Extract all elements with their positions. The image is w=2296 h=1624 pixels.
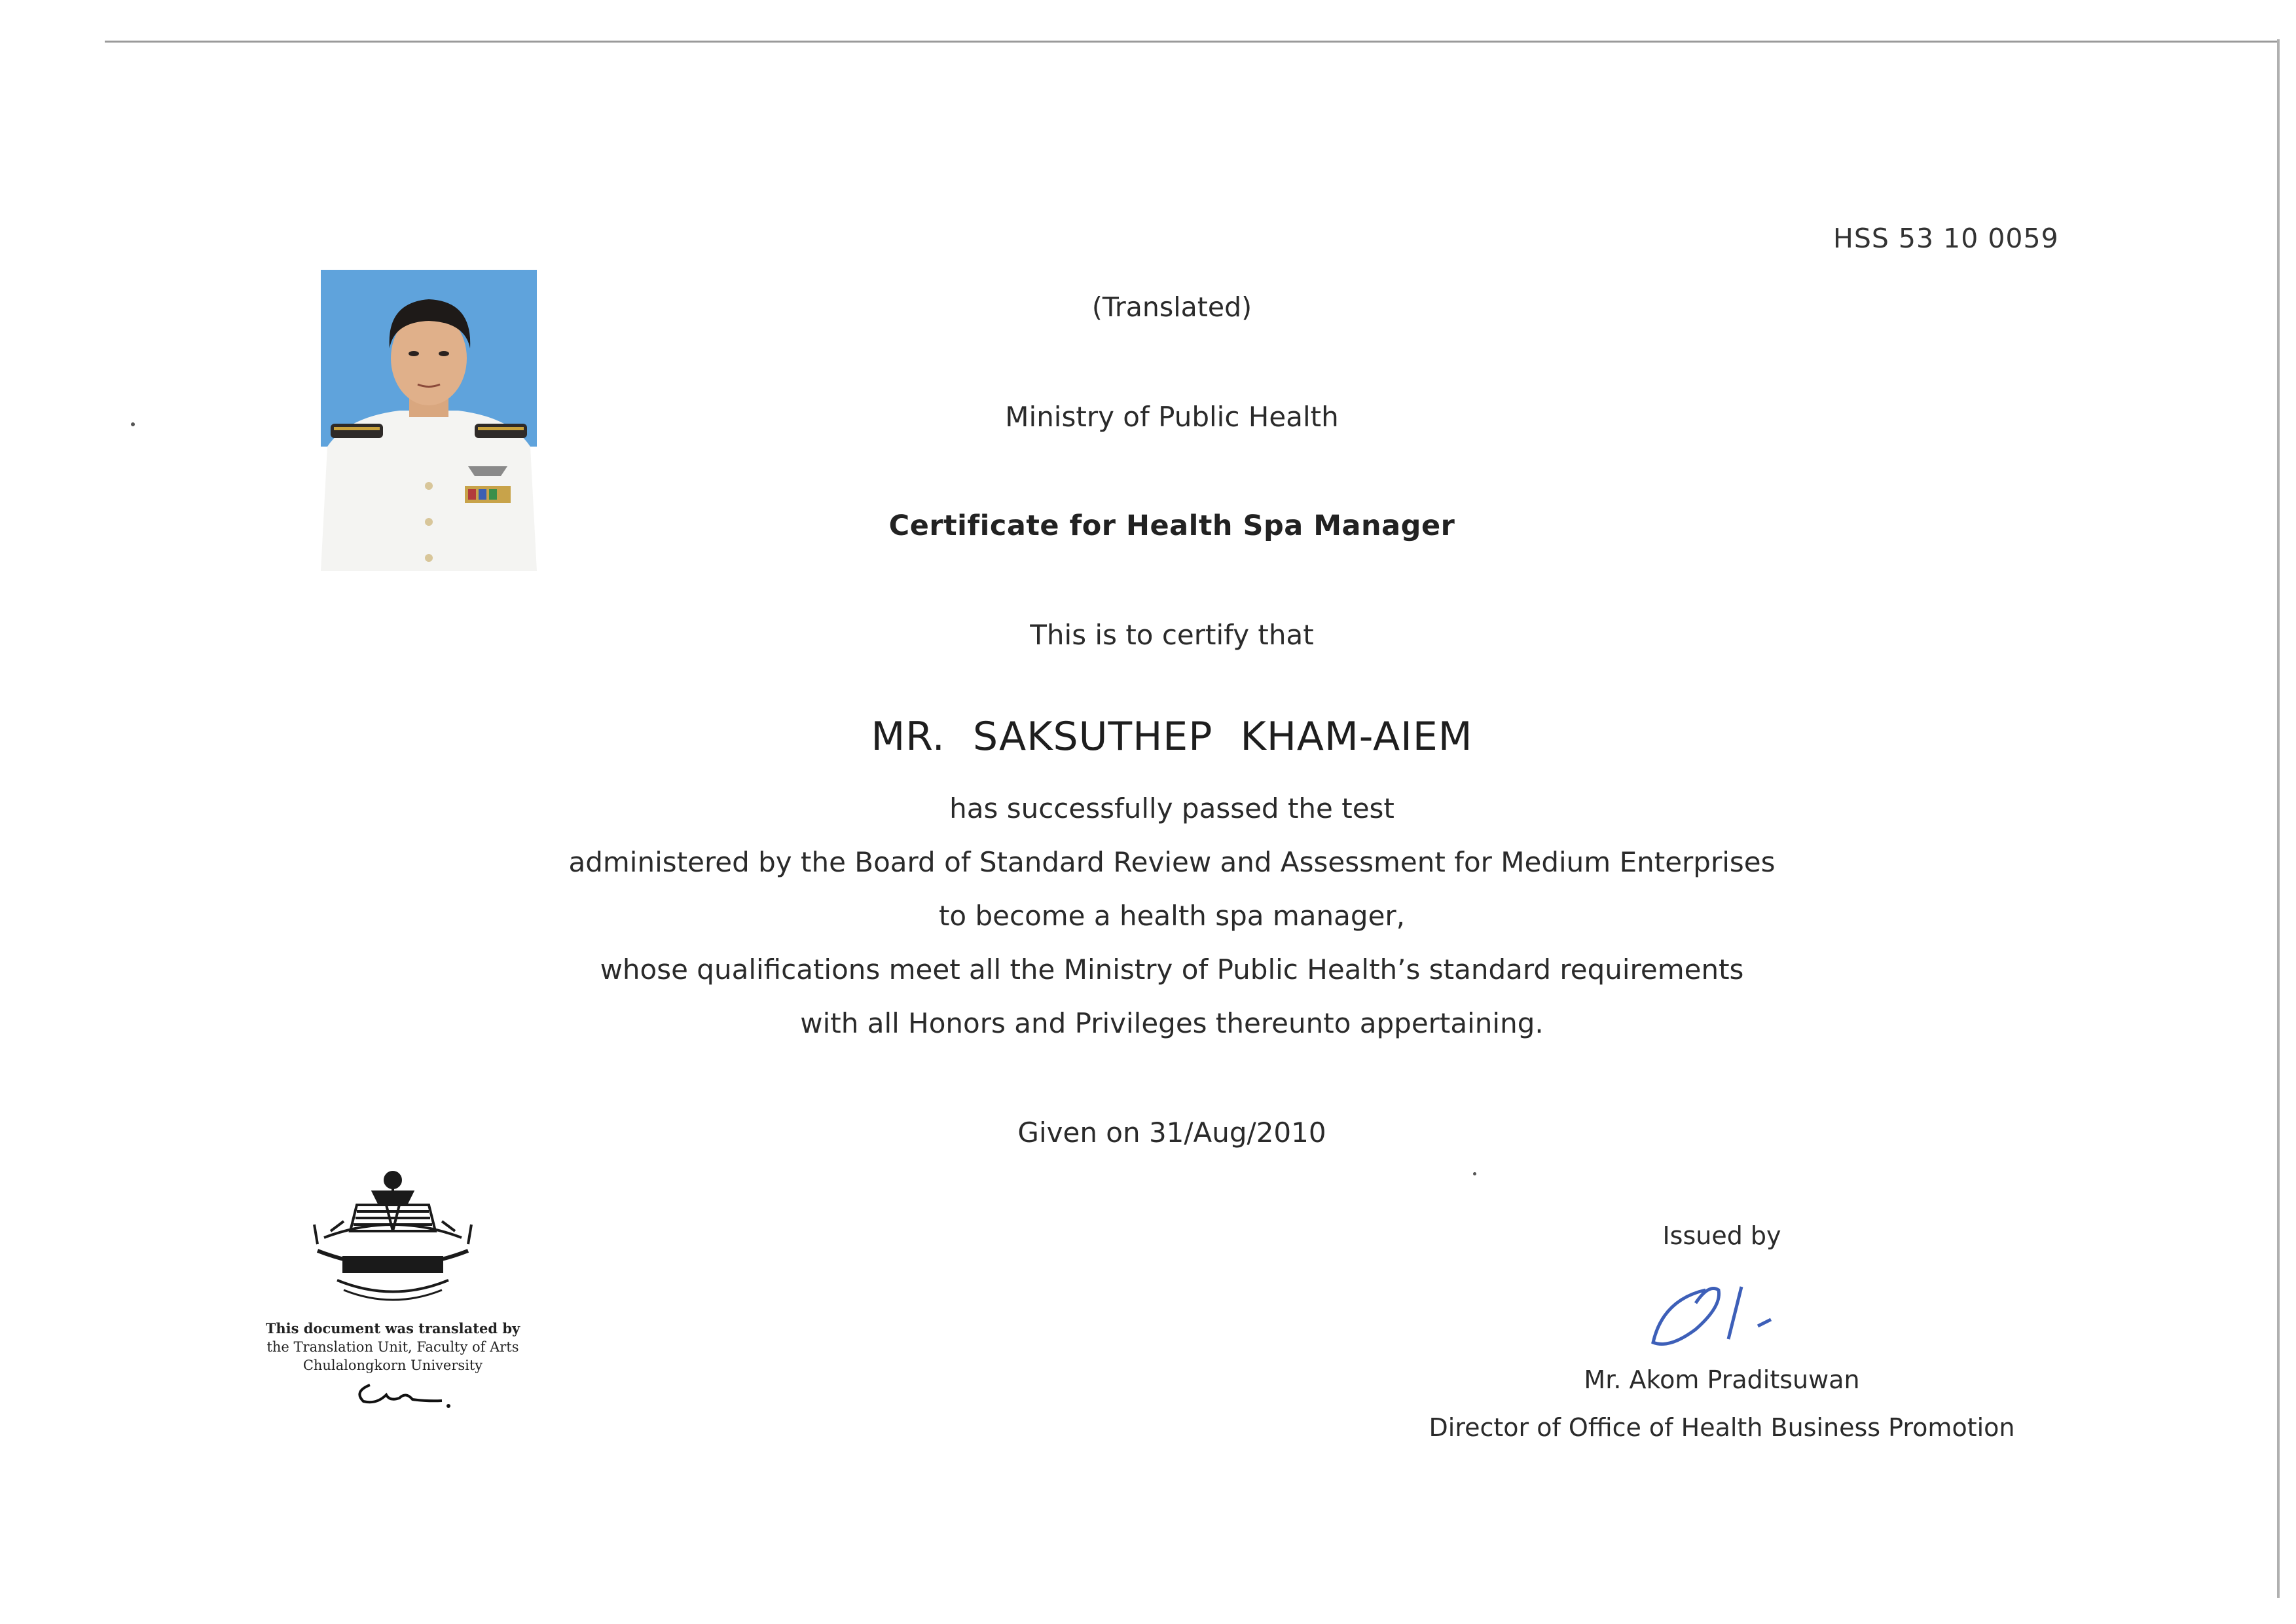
director-title: Director of Office of Health Business Promotion xyxy=(1429,1413,2015,1442)
issued-by-label: Issued by xyxy=(1662,1221,1781,1250)
certify-intro: This is to certify that xyxy=(1030,619,1314,651)
scan-speck xyxy=(1473,1172,1476,1175)
translation-note-line-3: Chulalongkorn University xyxy=(302,1357,483,1373)
translation-note-line-2: the Translation Unit, Faculty of Arts xyxy=(266,1339,519,1355)
director-signature xyxy=(1643,1274,1794,1359)
body-line-4: whose qualifications meet all the Ministry of Public Health’s standard requirements xyxy=(600,953,1744,986)
body-line-5: with all Honors and Privileges thereunto appertaining. xyxy=(800,1007,1544,1039)
translated-label: (Translated) xyxy=(1091,291,1252,323)
certificate-title: Certificate for Health Spa Manager xyxy=(888,509,1455,542)
body-line-1: has successfully passed the test xyxy=(949,792,1394,824)
body-line-2: administered by the Board of Standard Review and Assessment for Medium Enterprises xyxy=(568,846,1776,878)
top-border-line xyxy=(105,41,2278,43)
translation-note-line-1: This document was translated by xyxy=(265,1320,520,1337)
translator-signature xyxy=(350,1372,455,1411)
body-line-3: to become a health spa manager, xyxy=(938,900,1406,932)
university-seal-icon xyxy=(304,1166,481,1316)
scan-speck xyxy=(131,422,135,426)
reference-number: HSS 53 10 0059 xyxy=(1833,223,2059,254)
director-name: Mr. Akom Praditsuwan xyxy=(1584,1365,1860,1394)
ministry-name: Ministry of Public Health xyxy=(1005,401,1339,433)
translation-note xyxy=(229,1320,556,1375)
recipient-name: MR. SAKSUTHEP KHAM-AIEM xyxy=(871,714,1473,760)
given-date: Given on 31/Aug/2010 xyxy=(1017,1116,1326,1149)
